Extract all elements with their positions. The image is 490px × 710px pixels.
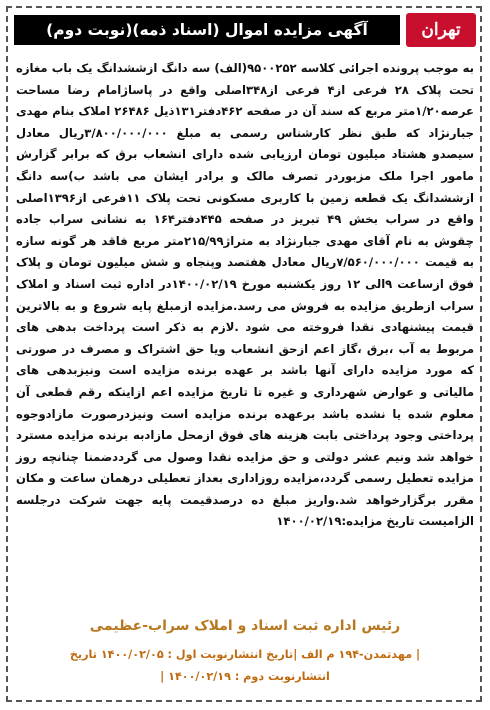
ad-body	[16, 58, 474, 533]
ad-title: آگهی مزایده اموال (اسناد ذمه)(نوبت دوم)	[14, 15, 400, 45]
ad-header	[14, 12, 476, 48]
ad-signature: رئیس اداره ثبت اسناد و املاک سراب-عظیمی	[89, 618, 401, 634]
ad-body-text: به موجب پرونده اجرائی کلاسه ۹۵۰۰۲۵۲(الف) سه دانگ ازششدانگ یک باب مغازه تحت پلاک ۲۸ فرعی از۴ فرعی از۳۴۸اصلی واقع در پاساژامام رضا مساحت عرصه۱/۲۰متر مربع که سند آن در صفحه ۴۶۲دفتر۱۳۱ذیل ۲۶۴۸۶ املاک بنام مهدی جبارنژاد که طبق نظر کارشناس رسمی به مبلغ ۳/۸۰۰/۰۰۰/۰۰۰ریال معادل سیصدو هشتاد میلیون تومان ارزیابی شده دارای انشعاب برق که برابر گزارش مامور اجرا ملک مزبوردر تصرف مالک و برادر ایشان می باشد ب)سه دانگ ازششدانگ یک قطعه زمین با کاربری مسکونی تحت پلاک ۱۱فرعی از۱۳۹۶اصلی واقع در سراب بخش ۴۹ تبریز در صفحه ۴۴۵دفتر۱۶۴ به نشانی سراب جاده چقوش به نام آقای مهدی جبارنژاد به متراژ۲۱۵/۹۹متر مربع فاقد هر گونه سازه به قیمت ۷/۵۶۰/۰۰۰/۰۰۰ریال معادل هفتصد وپنجاه و شش میلیون تومان و پلاک فوق ازساعت ۹الی ۱۲ روز یکشنبه مورخ ۱۴۰۰/۰۲/۱۹در اداره ثبت اسناد و املاک سراب ازطریق مزایده به فروش می رسد.مزایده ازمبلغ پایه شروع و به بالاترین قیمت پیشنهادی نقدا فروخته می شود .لازم به ذکر است پرداخت بدهی های مربوط به آب ،برق ،گاز اعم ازحق انشعاب ویا حق اشتراک و مصرف در صورتی که مورد مزایده دارای آنها باشد بر عهده برنده مزایده است ونیزبدهی های مالیاتی و عوارض شهرداری و غیره تا تاریخ مزایده اعم ازاینکه رقم قطعی آن معلوم شده یا نشده باشد برعهده برنده مزایده است ونیزدرصورت مازادوجوه پرداختی وجود پرداختی بابت هزینه های فوق ازمحل مازادبه برنده مزایده مسترد خواهد شد ونیم عشر دولتی و حق مزایده نقدا وصول می گرددضمنا چنانچه روز مزایده تعطیل رسمی گردد،مزایده روزاداری بعداز تعطیلی درهمان ساعت و مکان مقرر برگزارخواهد شد.واریز مبلغ ده درصدقیمت پایه جهت شرکت درجلسه الزامیست تاریخ مزایده:۱۴۰۰/۰۲/۱۹	[16, 61, 475, 529]
newspaper-logo: تهران	[406, 13, 476, 47]
footer-line-2: انتشارنوبت دوم : ۱۴۰۰/۰۲/۱۹ |	[160, 670, 330, 683]
footer-line-1: | مهدتمدن-۱۹۴ م الف |تاریخ انتشارنوبت اول : ۱۴۰۰/۰۲/۰۵ تاریخ	[69, 648, 421, 661]
ad-footer	[16, 644, 474, 688]
